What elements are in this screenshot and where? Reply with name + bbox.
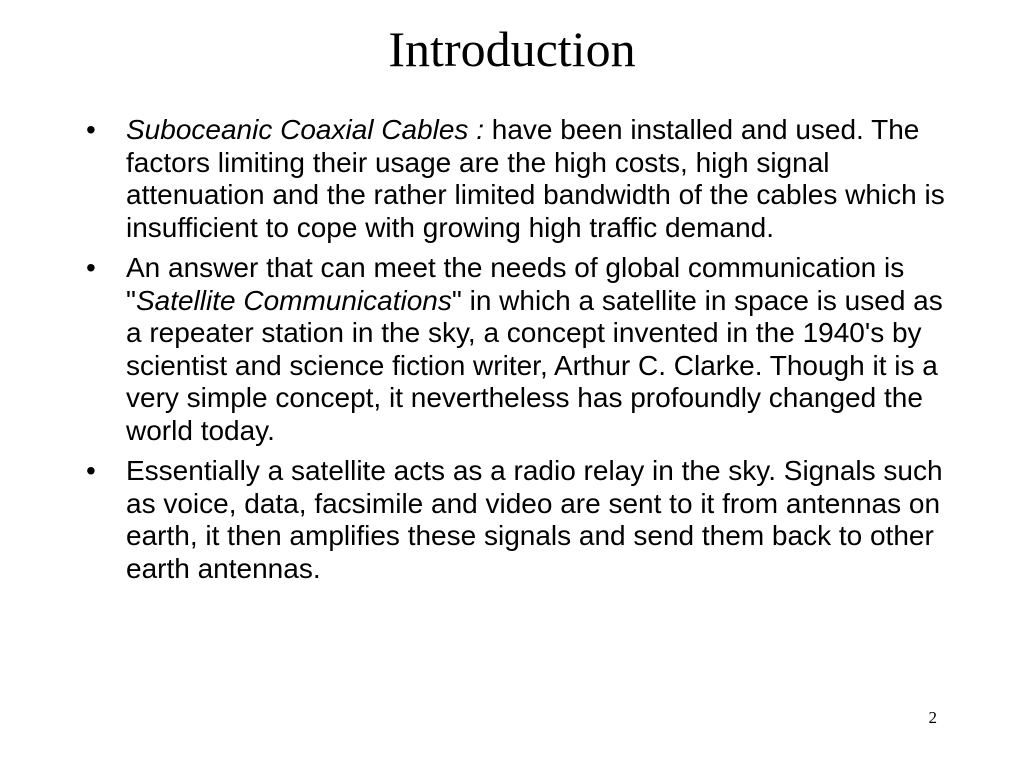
bullet-text: Essentially a satellite acts as a radio relay in the sky. Signals such as voice, data, facsimile and video are sent to it from antennas on earth, it then amplifies these signals and send them back to other earth antennas. [126, 455, 943, 584]
bullet-item-radio-relay [86, 455, 946, 585]
bullet-list [86, 114, 946, 593]
bullet-text-before: An answer that can meet the needs of global communication is " [126, 252, 905, 316]
bullet-item-coaxial-cables [86, 114, 946, 244]
bullet-text-after: " in which a satellite in space is used as a repeater station in the sky, a concept invented in the 1940's by scientist and science fiction writer, Arthur C. Clarke. Though it is a very simple concept, it nevertheless has profoundly changed the world today. [126, 284, 943, 446]
bullet-marker: • [86, 114, 96, 145]
page-number: 2 [928, 708, 937, 727]
bullet-marker: • [86, 455, 96, 486]
bullet-italic-term: Satellite Communications [135, 284, 452, 316]
bullet-marker: • [86, 252, 96, 283]
bullet-lead-italic: Suboceanic Coaxial Cables : [126, 114, 484, 145]
bullet-item-satellite-communications [86, 252, 946, 447]
slide-title: Introduction [388, 21, 636, 77]
bullet-text: have been installed and used. The factors limiting their usage are the high costs, high signal attenuation and the rather limited bandwidth of the cables which is insufficient to cope with growing high traffic demand. [126, 114, 945, 243]
